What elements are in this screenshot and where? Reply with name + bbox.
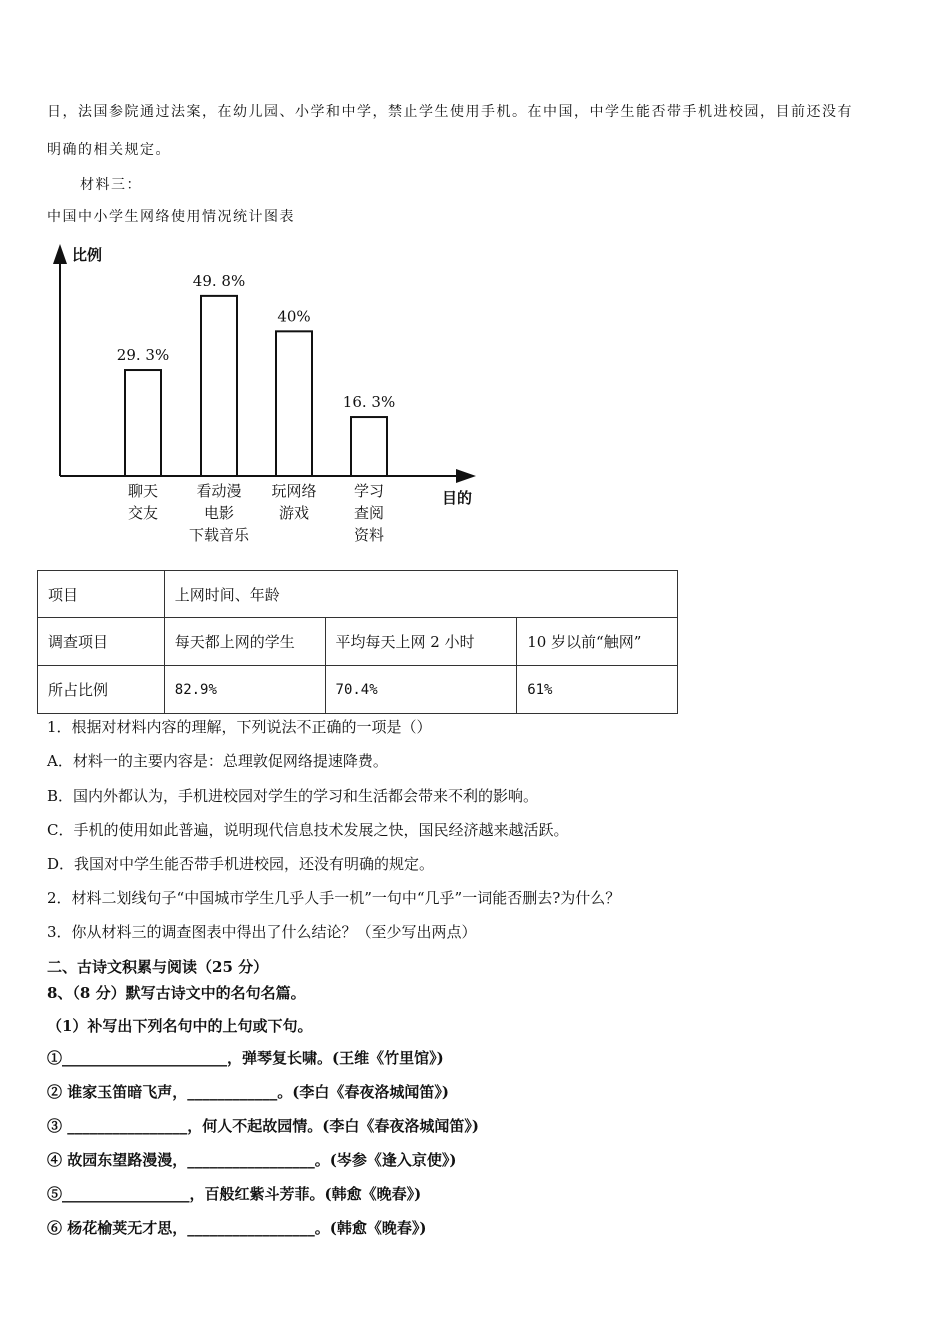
option-b: B．国内外都认为，手机进校园对学生的学习和生活都会带来不利的影响。 (47, 787, 539, 805)
category-label: 交友 (127, 504, 159, 522)
table-cell: 10 岁以前“触网” (517, 618, 678, 666)
paragraph-line-2: 明确的相关规定。 (47, 142, 171, 158)
option-c: C．手机的使用如此普遍，说明现代信息技术发展之快，国民经济越来越活跃。 (47, 821, 569, 839)
chart-caption: 中国中小学生网络使用情况统计图表 (47, 209, 295, 225)
category-label: 玩网络 (271, 482, 317, 500)
sub-question-1: （1）补写出下列名句中的上句或下句。 (47, 1017, 313, 1035)
fill-blank-item: ② 谁家玉笛暗飞声，____________。(李白《春夜洛城闻笛》) (47, 1083, 449, 1101)
x-axis-label: 目的 (442, 489, 473, 507)
table-header-cell: 项目 (38, 571, 165, 618)
table-row (38, 571, 678, 618)
bar-value-label: 29. 3% (116, 346, 170, 365)
bar (201, 296, 237, 476)
category-label: 查阅 (353, 504, 385, 522)
y-axis-label: 比例 (72, 246, 103, 264)
bar (276, 331, 312, 476)
bar (351, 417, 387, 476)
category-label: 学习 (353, 482, 385, 500)
bar-chart (40, 238, 490, 548)
table-row (38, 618, 678, 666)
category-label: 看动漫 (196, 482, 242, 500)
question-2: 2．材料二划线句子“中国城市学生几乎人手一机”一句中“几乎”一词能否删去?为什么？ (47, 889, 621, 907)
category-label: 资料 (353, 526, 385, 544)
paragraph-line-1: 日，法国参院通过法案，在幼儿园、小学和中学，禁止学生使用手机。在中国，中学生能否带手机进校园，目前还没有 (47, 104, 853, 120)
bar-value-label: 49. 8% (192, 271, 246, 290)
fill-blank-item: ⑥ 杨花榆荚无才思，_________________。(韩愈《晚春》) (47, 1219, 427, 1237)
fill-blank-item: ⑤_________________，百般红紫斗芳菲。(韩愈《晚春》) (47, 1185, 422, 1203)
option-d: D．我国对中学生能否带手机进校园，还没有明确的规定。 (47, 855, 435, 873)
table-header-cell: 调查项目 (38, 618, 165, 666)
table-cell: 82.9% (164, 666, 325, 714)
table-row (38, 666, 678, 714)
table-cell: 70.4% (325, 666, 517, 714)
category-label: 聊天 (127, 482, 159, 500)
survey-table (37, 570, 678, 714)
table-header-cell: 所占比例 (38, 666, 165, 714)
option-a: A．材料一的主要内容是：总理敦促网络提速降费。 (47, 752, 388, 770)
table-cell: 上网时间、年龄 (164, 571, 677, 618)
table-cell: 平均每天上网 2 小时 (325, 618, 517, 666)
table-cell: 61% (517, 666, 678, 714)
category-label: 游戏 (278, 504, 310, 522)
bar (125, 370, 161, 476)
bar-value-label: 40% (277, 307, 311, 326)
bar-value-label: 16. 3% (342, 393, 396, 412)
question-1: 1．根据对材料内容的理解，下列说法不正确的一项是（） (47, 718, 432, 736)
table-cell: 每天都上网的学生 (164, 618, 325, 666)
section-heading: 二、古诗文积累与阅读（25 分） (47, 958, 269, 976)
question-8: 8、（8 分）默写古诗文中的名句名篇。 (47, 984, 306, 1002)
question-3: 3．你从材料三的调查图表中得出了什么结论？（至少写出两点） (47, 923, 477, 941)
y-axis-arrow-icon (53, 244, 67, 264)
fill-blank-item: ④ 故园东望路漫漫，_________________。(岑参《逢入京使》) (47, 1151, 457, 1169)
fill-blank-item: ①______________________，弹琴复长啸。(王维《竹里馆》) (47, 1049, 444, 1067)
category-label: 电影 (203, 504, 235, 522)
category-label: 下载音乐 (188, 526, 250, 544)
x-axis-arrow-icon (456, 469, 476, 483)
fill-blank-item: ③ ________________，何人不起故园情。(李白《春夜洛城闻笛》) (47, 1117, 479, 1135)
material-three-label: 材料三： (80, 177, 142, 193)
